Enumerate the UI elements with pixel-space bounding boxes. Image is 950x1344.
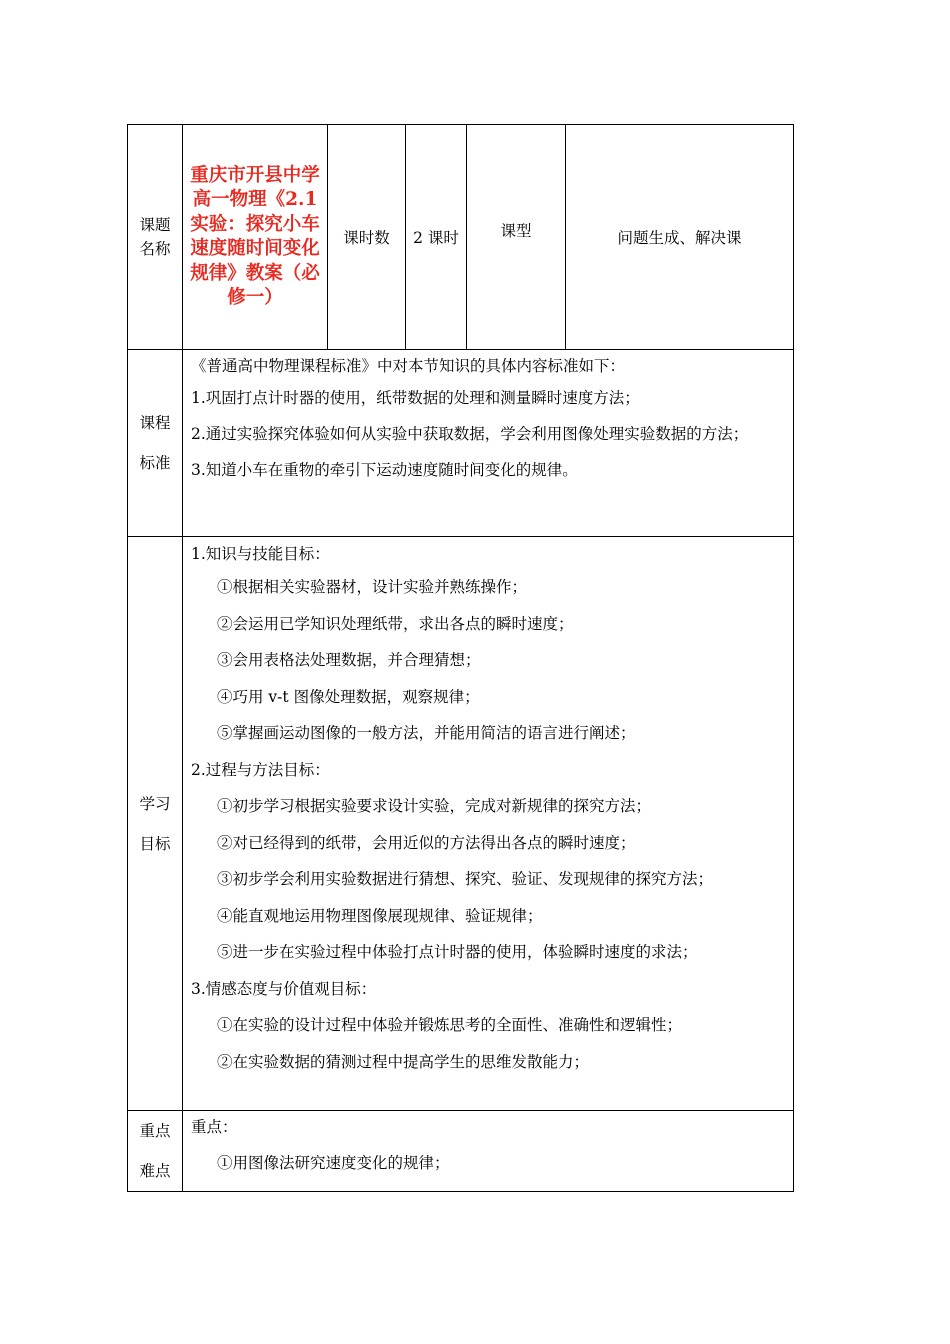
objective-item: ①初步学习根据实验要求设计实验，完成对新规律的探究方法； — [217, 797, 652, 815]
title-label: 课题 名称 — [139, 216, 171, 258]
standard-line: 1.巩固打点计时器的使用，纸带数据的处理和测量瞬时速度方法； — [191, 389, 640, 407]
keypoints-heading: 重点： — [191, 1118, 238, 1136]
keypoints-item: ①用图像法研究速度变化的规律； — [217, 1154, 450, 1172]
standard-line: 《普通高中物理课程标准》中对本节知识的具体内容标准如下： — [191, 357, 626, 375]
lesson-title: 重庆市开县中学高一物理《2.1 实验：探究小车速度随时间变化规律》教案（必修一） — [190, 164, 320, 308]
standard-line: 3.知道小车在重物的牵引下运动速度随时间变化的规律。 — [191, 461, 578, 479]
hours-value-cell — [406, 125, 467, 350]
keypoints-label-cell — [128, 1111, 183, 1192]
hours-value: 2 课时 — [413, 229, 459, 247]
objective-heading: 2.过程与方法目标： — [191, 760, 330, 779]
keypoints-row — [128, 1111, 794, 1192]
objective-item: ③初步学会利用实验数据进行猜想、探究、验证、发现规律的探究方法； — [217, 870, 714, 888]
objectives-row — [128, 537, 794, 1111]
objective-heading: 3.情感态度与价值观目标： — [191, 979, 377, 998]
standard-line: 2.通过实验探究体验如何从实验中获取数据，学会利用图像处理实验数据的方法； — [191, 425, 749, 443]
objective-item: ④能直观地运用物理图像展现规律、验证规律； — [217, 906, 543, 925]
objective-item: ③会用表格法处理数据，并合理猜想； — [217, 651, 481, 669]
standard-content — [183, 350, 794, 537]
title-label-cell — [128, 125, 183, 350]
standard-row — [128, 350, 794, 537]
type-value-cell — [566, 125, 794, 350]
lesson-title-cell — [183, 125, 328, 350]
keypoints-label: 重点 难点 — [139, 1122, 171, 1180]
hours-label: 课时数 — [343, 229, 390, 247]
lesson-plan-table — [127, 124, 794, 1192]
standard-label-cell — [128, 350, 183, 537]
objective-item: ①在实验的设计过程中体验并锻炼思考的全面性、准确性和逻辑性； — [217, 1016, 683, 1034]
standard-label: 课程 标准 — [139, 414, 171, 472]
objective-item: ②对已经得到的纸带，会用近似的方法得出各点的瞬时速度； — [217, 833, 636, 852]
objectives-content — [183, 537, 794, 1111]
objectives-label-cell — [128, 537, 183, 1111]
objective-item: ①根据相关实验器材，设计实验并熟练操作； — [217, 578, 528, 596]
objective-item: ②在实验数据的猜测过程中提高学生的思维发散能力； — [217, 1052, 590, 1071]
objective-item: ⑤进一步在实验过程中体验打点计时器的使用，体验瞬时速度的求法； — [217, 943, 698, 961]
type-value: 问题生成、解决课 — [617, 229, 742, 247]
header-row — [128, 125, 794, 350]
hours-label-cell — [328, 125, 406, 350]
objective-heading: 1.知识与技能目标： — [191, 545, 330, 563]
type-label: 课型 — [500, 222, 532, 240]
keypoints-content — [183, 1111, 794, 1192]
objective-item: ⑤掌握画运动图像的一般方法，并能用简洁的语言进行阐述； — [217, 724, 636, 742]
objective-item: ②会运用已学知识处理纸带，求出各点的瞬时速度； — [217, 614, 574, 633]
objectives-label: 学习 目标 — [139, 794, 171, 853]
type-label-cell — [467, 125, 566, 350]
objective-item: ④巧用 v-t 图像处理数据，观察规律； — [217, 687, 480, 706]
